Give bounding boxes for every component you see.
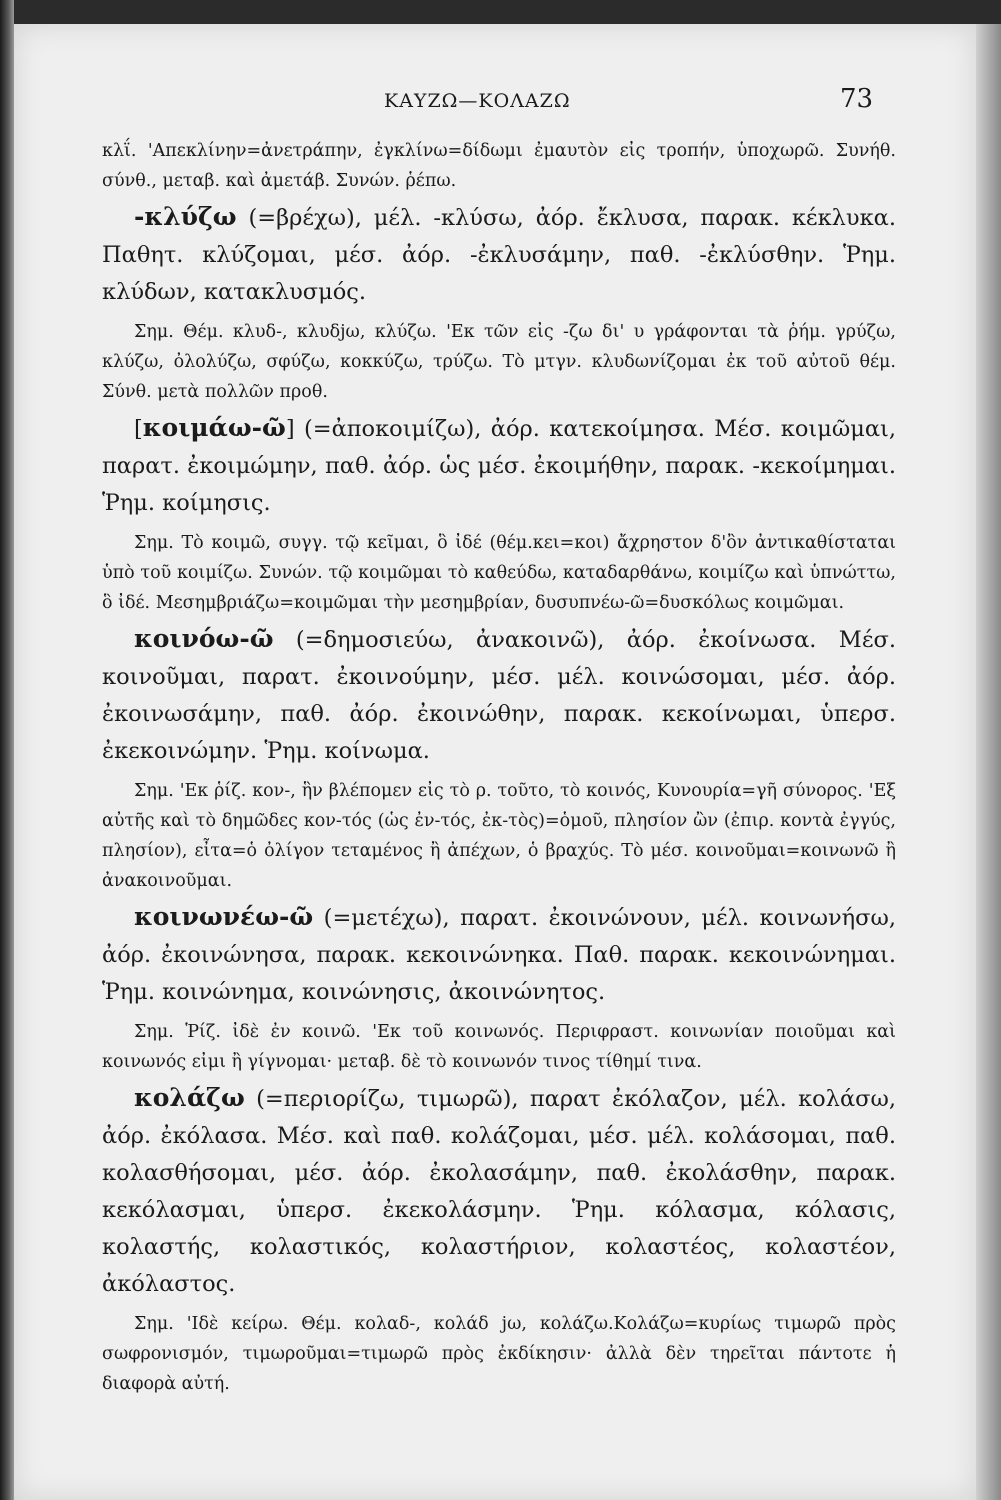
dictionary-entry [102, 198, 896, 311]
entry-note [102, 1017, 896, 1077]
headword: -κλύζω [134, 202, 237, 231]
entry-note [102, 776, 896, 896]
entry-text: (=βρέχω), μέλ. -κλύσω, ἀόρ. ἔκλυσα, παρακ. κέκλυκα. Παθητ. κλύζομαι, μέσ. ἀόρ. -ἐκλυσάμην, παθ. -ἐκλύσθην. Ῥημ. κλύδων, κατακλυσμός. [102, 205, 896, 305]
scan-shadow-edge [0, 0, 14, 1500]
dictionary-entry [102, 1079, 896, 1303]
dictionary-entry [102, 409, 896, 522]
entry-note [102, 528, 896, 618]
headword: κολάζω [134, 1083, 245, 1112]
headword: κοιμάω-ῶ [142, 413, 286, 442]
entry-text: [ [134, 416, 143, 442]
entry-note [102, 1309, 896, 1399]
entry-text: ] (=ἀποκοιμίζω), ἀόρ. κατεκοίμησα. Μέσ. κοιμῶμαι, παρατ. ἐκοιμώμην, παθ. ἀόρ. ὡς μέσ. ἐκοιμήθην, παρακ. -κεκοίμημαι. Ῥημ. κοίμησις. [102, 416, 896, 516]
entry-text: κλΐ. 'Απεκλίνην=ἀνετράπην, ἐγκλίνω=δίδωμι ἐμαυτὸν εἰς τροπήν, ὑποχωρῶ. Συνήθ. σύνθ., μεταβ. καὶ ἀμετάβ. Συνών. ῥέπω. [102, 141, 896, 191]
entry-text: (=μετέχω), παρατ. ἐκοινώνουν, μέλ. κοινωνήσω, ἀόρ. ἐκοινώνησα, παρακ. κεκοινώνηκα. Παθ. παρακ. κεκοινώνημαι. Ῥημ. κοινώνημα, κοινώνησις, ἀκοινώνητος. [102, 905, 896, 1005]
page-right-edge [976, 24, 1001, 1500]
headword: κοινόω-ῶ [134, 624, 274, 653]
entry-text: (=περιορίζω, τιμωρῶ), παρατ ἐκόλαζον, μέλ. κολάσω, ἀόρ. ἐκόλασα. Μέσ. καὶ παθ. κολάζομαι, μέσ. μέλ. κολάσομαι, παθ. κολασθήσομαι, μέσ. ἀόρ. ἐκολασάμην, παθ. ἐκολάσθην, παρακ. κεκόλασμαι, ὑπερσ. ἐκεκολάσμην. Ῥημ. κόλασμα, κόλασις, κολαστής, κολαστικός, κολαστήριον, κολαστέος, κολαστέον, ἀκόλαστος. [102, 1086, 896, 1297]
entry-text: (=δημοσιεύω, ἀνακοινῶ), ἀόρ. ἐκοίνωσα. Μέσ. κοινοῦμαι, παρατ. ἐκοινούμην, μέσ. μέλ. κοινώσομαι, μέσ. ἀόρ. ἐκοινωσάμην, παθ. ἀόρ. ἐκοινώθην, παρακ. κεκοίνωμαι, ὑπερσ. ἐκεκοινώμην. Ῥημ. κοίνωμα. [102, 627, 896, 764]
entry-text: Σημ. Θέμ. κλυδ-, κλυδjω, κλύζω. 'Εκ τῶν εἰς -ζω δι' υ γράφονται τὰ ῥήμ. γρύζω, κλύζω, ὀλολύζω, σφύζω, κοκκύζω, τρύζω. Τὸ μτγν. κλυδωνίζομαι ἐκ τοῦ αὐτοῦ θέμ. Σύνθ. μετὰ πολλῶν προθ. [102, 322, 896, 402]
entry-text: Σημ. Τὸ κοιμῶ, συγγ. τῷ κεῖμαι, ὃ ἰδέ (θέμ.κει=κοι) ἄχρηστον δ'ὂν ἀντικαθίσταται ὑπὸ τοῦ κοιμίζω. Συνών. τῷ κοιμῶμαι τὸ καθεύδω, καταδαρθάνω, κοιμίζω καὶ ὑπνώττω, ὃ ἰδέ. Μεσημβριάζω=κοιμῶμαι τὴν μεσημβρίαν, δυσυπνέω-ῶ=δυσκόλως κοιμῶμαι. [102, 533, 896, 613]
headword: κοινωνέω-ῶ [134, 902, 314, 931]
page-header [14, 84, 976, 120]
running-title: ΚΑΥΖΩ—ΚΟΛΑΖΩ [384, 90, 571, 112]
entry-text: Σημ. 'Εκ ῥίζ. κον-, ἣν βλέπομεν εἰς τὸ ρ. τοῦτο, τὸ κοινός, Κυνουρία=γῆ σύνορος. 'Εξ αὐτῆς καὶ τὸ δημῶδες κον-τός (ὡς ἐν-τός, ἐκ-τὸς)=ὁμοῦ, πλησίον ὢν (ἐπιρ. κοντὰ ἐγγύς, πλησίον), εἶτα=ὁ ὀλίγον τεταμένος ἢ ἀπέχων, ὁ βραχύς. Τὸ μέσ. κοινοῦμαι=κοινωνῶ ἢ ἀνακοινοῦμαι. [102, 781, 896, 891]
page-body-text [102, 136, 896, 1401]
page-number: 73 [840, 84, 874, 114]
dictionary-entry [102, 620, 896, 770]
book-page [14, 24, 976, 1500]
entry-text: Σημ. 'Ιδὲ κείρω. Θέμ. κολαδ-, κολάδ jω, κολάζω.Κολάζω=κυρίως τιμωρῶ πρὸς σωφρονισμόν, τιμωροῦμαι=τιμωρῶ πρὸς ἐκδίκησιν· ἀλλὰ δὲν τηρεῖται πάντοτε ἡ διαφορὰ αὐτή. [102, 1314, 896, 1394]
dictionary-entry [102, 898, 896, 1011]
entry-text: Σημ. Ῥίζ. ἰδὲ ἐν κοινῶ. 'Εκ τοῦ κοινωνός. Περιφραστ. κοινωνίαν ποιοῦμαι καὶ κοινωνός εἰμι ἢ γίγνομαι· μεταβ. δὲ τὸ κοινωνόν τινος τίθημί τινα. [102, 1022, 896, 1072]
entry-note [102, 317, 896, 407]
entry-note [102, 136, 896, 196]
paragraph-spacer [102, 1399, 896, 1401]
